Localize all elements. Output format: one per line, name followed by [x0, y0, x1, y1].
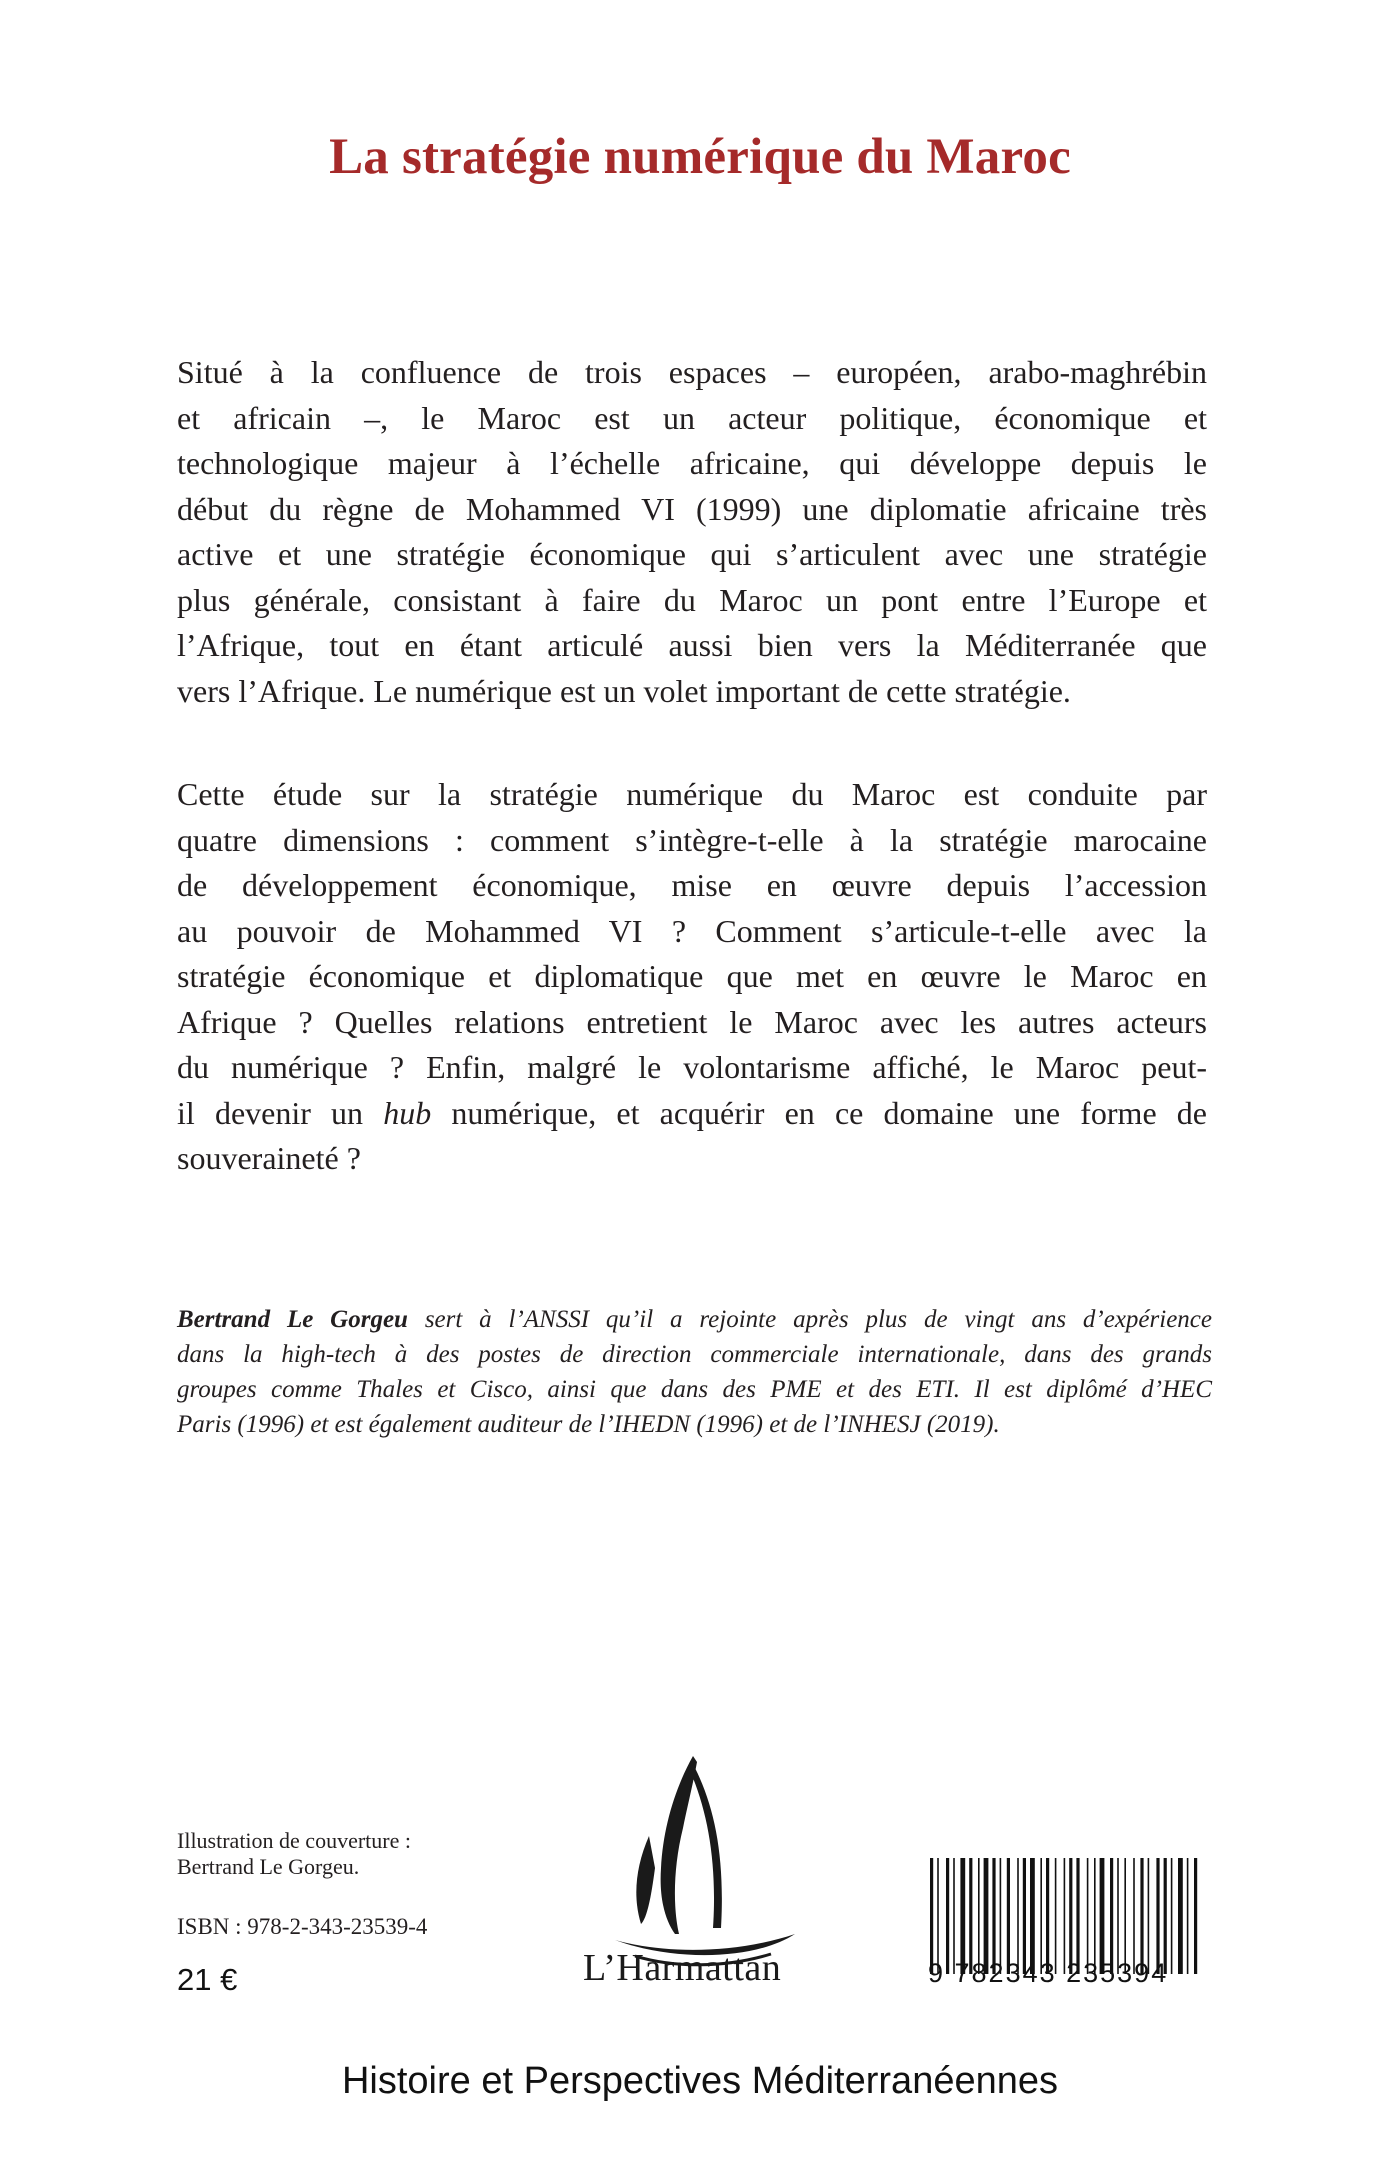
text-line: active et une stratégie économique qui s’articulent avec une stratégie: [177, 536, 1207, 572]
bio-line: groupes comme Thales et Cisco, ainsi que dans des PME et des ETI. Il est diplômé d’HEC: [177, 1376, 1212, 1403]
text-line: au pouvoir de Mohammed VI ? Comment s’articule-t-elle avec la: [177, 912, 1207, 949]
bio-line: dans la high-tech à des postes de direction commerciale internationale, dans des grands: [177, 1341, 1212, 1368]
illustration-credit: [177, 1828, 411, 1880]
isbn: ISBN : 978-2-343-23539-4: [177, 1914, 428, 1939]
text-line: plus générale, consistant à faire du Maroc un pont entre l’Europe et: [177, 581, 1207, 618]
italic-word: hub: [383, 1094, 432, 1131]
price: 21 €: [177, 1962, 238, 1997]
publisher-name: L’Harmattan: [583, 1947, 782, 1989]
text-line: Afrique ? Quelles relations entretient le Maroc avec les autres acteurs: [177, 1003, 1207, 1040]
text-line: quatre dimensions : comment s’intègre-t-elle à la stratégie marocaine: [177, 821, 1207, 858]
text-line: du numérique ? Enfin, malgré le volontarisme affiché, le Maroc peut-: [177, 1049, 1207, 1085]
bio-line: [177, 1302, 1212, 1337]
text-line: stratégie économique et diplomatique que met en œuvre le Maroc en: [177, 958, 1207, 994]
barcode: [928, 1858, 1213, 1974]
text-segment: numérique, et acquérir en ce domaine une forme de: [431, 1094, 1208, 1131]
text-line: vers l’Afrique. Le numérique est un volet important de cette stratégie.: [177, 672, 1071, 709]
illustration-artist: Bertrand Le Gorgeu.: [177, 1854, 360, 1879]
text-line: l’Afrique, tout en étant articulé aussi bien vers la Méditerranée que: [177, 627, 1207, 663]
bio-line: Paris (1996) et est également auditeur de l’IHEDN (1996) et de l’INHESJ (2019).: [177, 1411, 1000, 1438]
barcode-digits: 9 782343 235394: [928, 1958, 1169, 1988]
text-line: technologique majeur à l’échelle africaine, qui développe depuis le: [177, 445, 1207, 481]
text-segment: il devenir un: [177, 1094, 384, 1131]
text-line: et africain –, le Maroc est un acteur politique, économique et: [177, 399, 1207, 436]
text-line: de développement économique, mise en œuvre depuis l’accession: [177, 867, 1207, 903]
book-title: La stratégie numérique du Maroc: [329, 129, 1071, 185]
text-line: début du règne de Mohammed VI (1999) une diplomatie africaine très: [177, 490, 1207, 527]
text-line: Cette étude sur la stratégie numérique du Maroc est conduite par: [177, 776, 1207, 812]
text-line: [177, 1091, 1207, 1137]
text-line: Situé à la confluence de trois espaces – européen, arabo-maghrébin: [177, 354, 1207, 390]
summary-paragraph-2: [177, 772, 1207, 1182]
illustration-label: Illustration de couverture :: [177, 1828, 411, 1853]
author-bio: [177, 1302, 1212, 1442]
summary-paragraph-1: [177, 350, 1207, 714]
text-segment: sert à l’ANSSI qu’il a rejointe après plus de vingt ans d’expérience: [407, 1306, 1212, 1333]
collection-name: Histoire et Perspectives Méditerranéennes: [341, 2060, 1058, 2102]
author-name: Bertrand Le Gorgeu: [177, 1306, 408, 1333]
text-line: souveraineté ?: [177, 1140, 361, 1176]
